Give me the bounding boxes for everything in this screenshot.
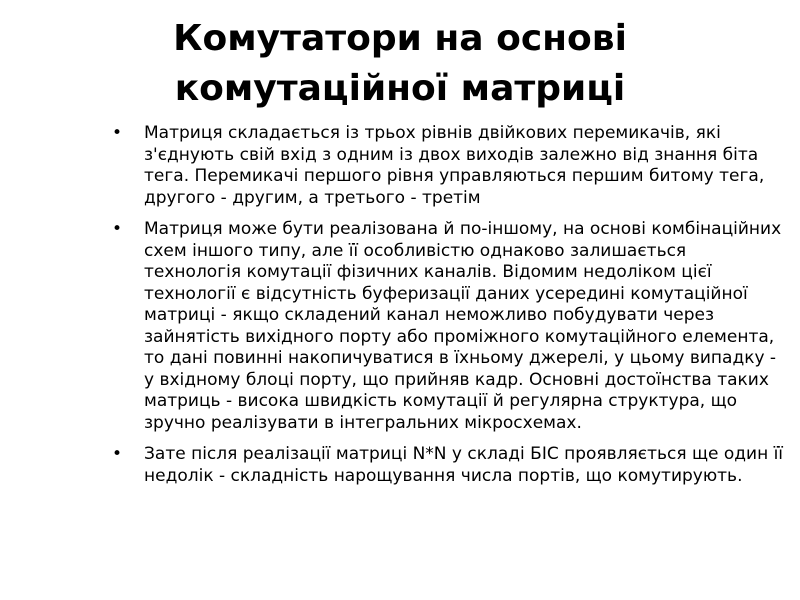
bullet-text-1: Матриця складається із трьох рівнів двійкових перемикачів, які з'єднують свій вхід з одним із двох виходів залежно від знання біта тега. Перемикачі першого рівня управляються першим битому тега, другого - другим, а третього - третім: [144, 123, 765, 208]
slide-title: [120, 14, 680, 114]
bullet-list: [112, 123, 784, 497]
bullet-text-3: Зате після реалізації матриці N*N у складі БІС проявляється ще один її недолік - складність нарощування числа портів, що комутирують.: [144, 444, 784, 486]
bullet-dot-icon: •: [112, 123, 123, 143]
slide-title-line-1: Комутатори на основі: [173, 18, 627, 59]
bullet-item-3: [112, 444, 784, 487]
slide-title-line-2: комутаційної матриці: [174, 68, 626, 109]
bullet-item-2: [112, 219, 784, 434]
bullet-item-1: [112, 123, 784, 209]
bullet-text-2: Матриця може бути реалізована й по-іншому, на основі комбінаційних схем іншого типу, але її особливістю однаково залишається технологія комутації фізичних каналів. Відомим недоліком цієї технології є відсутність буферизації даних усередині комутаційної матриці - якщо складений канал неможливо побудувати через зайнятість вихідного порту або проміжного комутаційного елемента, то дані повинні накопичуватися в їхньому джерелі, у цьому випадку - у вхідному блоці порту, що прийняв кадр. Основні достоїнства таких матриць - висока швидкість комутації й регулярна структура, що зручно реалізувати в інтегральних мікросхемах.: [144, 219, 782, 433]
bullet-dot-icon: •: [112, 219, 123, 239]
bullet-dot-icon: •: [112, 444, 123, 464]
